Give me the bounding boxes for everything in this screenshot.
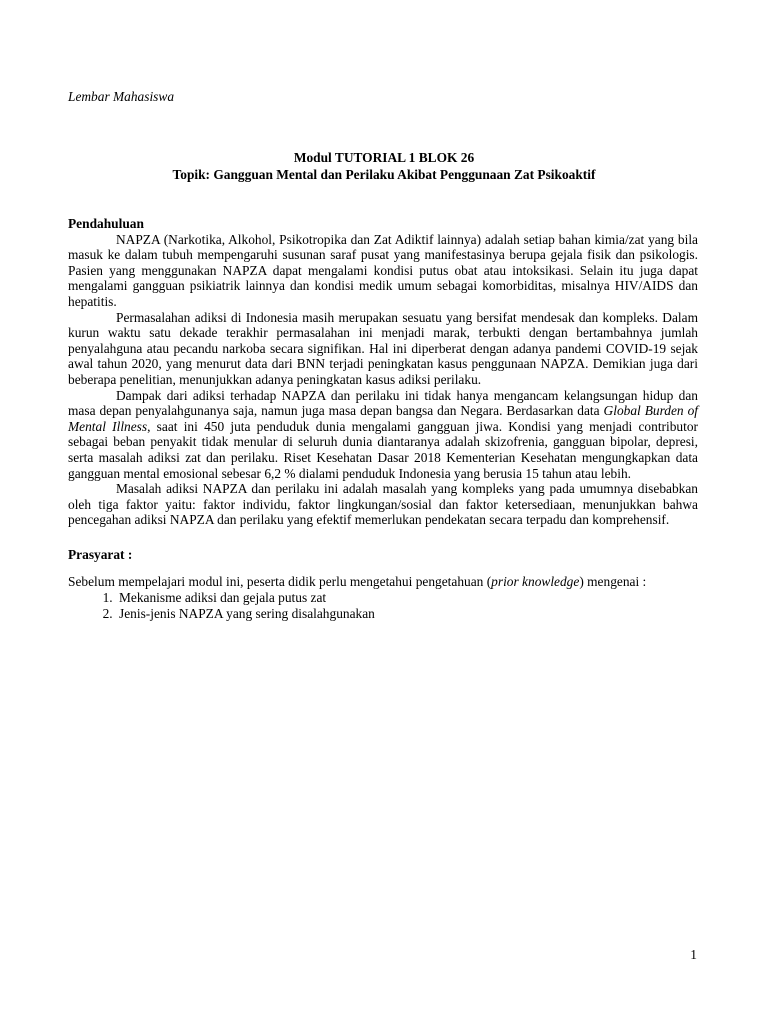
section-heading-prasyarat: Prasyarat : xyxy=(68,546,133,562)
prerequisite-text-a: Sebelum mempelajari modul ini, peserta didik perlu mengetahui pengetahuan ( xyxy=(68,574,492,590)
paragraph-3-italic-term: Global Burden of Mental Illness xyxy=(68,403,698,434)
page-number: 1 xyxy=(690,947,697,962)
title-block xyxy=(0,150,768,183)
prerequisite-section xyxy=(68,547,698,621)
document-body xyxy=(68,216,698,621)
document-label: Lembar Mahasiswa xyxy=(68,89,175,104)
prerequisite-text-b: ) mengenai : xyxy=(579,574,647,590)
paragraph-1: NAPZA (Narkotika, Alkohol, Psikotropika dan Zat Adiktif lainnya) adalah setiap bahan kimia/zat yang bila masuk ke dalam tubuh mempengaruhi susunan saraf pusat yang manifestasinya berupa gejala fisik dan psikologis. Pasien yang menggunakan NAPZA dapat mengalami kondisi putus obat atau intoksikasi. Selain itu juga dapat mengalami gangguan psikiatrik lainnya dan kondisi medik umum sebagai komorbiditas, misalnya HIV/AIDS dan hepatitis. xyxy=(68,231,698,309)
paragraph-2: Permasalahan adiksi di Indonesia masih merupakan sesuatu yang bersifat mendesak dan kompleks. Dalam kurun waktu satu dekade terakhir permasalahan ini menjadi marak, terbukti dengan bertambahnya jumlah penyalahguna atau pecandu narkoba secara signifikan. Hal ini diperberat dengan adanya pandemi COVID-19 sejak awal tahun 2020, yang menurut data dari BNN terjadi peningkatan kasus penggunaan NAPZA. Demikian juga dari beberapa penelitian, menunjukkan adanya peningkatan kasus adiksi perilaku. xyxy=(68,309,698,387)
module-title: Modul TUTORIAL 1 BLOK 26 xyxy=(293,150,475,165)
list-item: 1. Mekanisme adiksi dan gejala putus zat xyxy=(116,590,698,606)
prerequisite-italic-term: prior knowledge xyxy=(491,574,580,590)
paragraph-3-text-b: , saat ini 450 juta penduduk dunia mengalami gangguan jiwa. Kondisi yang menjadi contributor sebagai beban penyakit tidak menular di seluruh dunia diantaranya adalah skizofrenia, gangguan bipolar, depresi, serta masalah adiksi zat dan perilaku. Riset Kesehatan Dasar 2018 Kementerian Kesehatan mengungkapkan data gangguan mental emosional sebesar 6,2 % dialami penduduk Indonesia yang berusia 15 tahun atau lebih. xyxy=(68,418,698,481)
section-heading-pendahuluan: Pendahuluan xyxy=(68,216,144,231)
topic-title: Topik: Gangguan Mental dan Perilaku Akibat Penggunaan Zat Psikoaktif xyxy=(172,166,596,182)
paragraph-3 xyxy=(68,388,698,482)
prerequisite-text xyxy=(68,574,698,590)
paragraph-4: Masalah adiksi NAPZA dan perilaku ini adalah masalah yang kompleks yang pada umumnya disebabkan oleh tiga faktor yaitu: faktor individu, faktor lingkungan/sosial dan faktor ketersediaan, menunjukkan bahwa pencegahan adiksi NAPZA dan perilaku yang efektif memerlukan pendekatan secara terpadu dan komprehensif. xyxy=(68,481,698,528)
paragraph-3-text-a: Dampak dari adiksi terhadap NAPZA dan perilaku ini tidak hanya mengancam kelangsungan hidup dan masa depan penyalahgunanya saja, namun juga masa depan bangsa dan Negara. Berdasarkan data xyxy=(68,387,698,419)
prerequisite-list xyxy=(68,590,698,621)
list-item: 2. Jenis-jenis NAPZA yang sering disalahgunakan xyxy=(116,606,698,622)
